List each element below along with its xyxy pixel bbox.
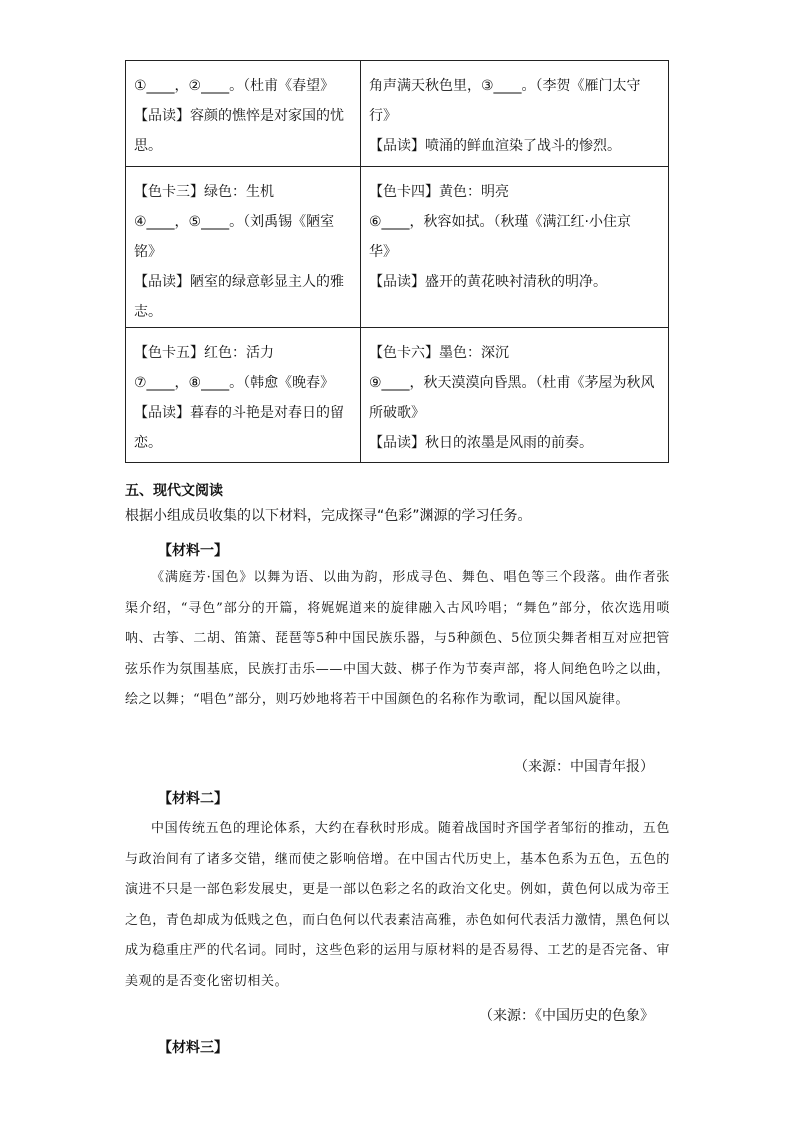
cell-line: 【品读】秋日的浓墨是风雨的前奏。 <box>369 435 593 451</box>
cell-line: 【品读】陋室的绿意彰显主人的雅志。 <box>134 274 344 320</box>
cell-line: 所破歌》 <box>369 405 425 421</box>
cell-line: ④____，⑤____。（刘禹锡《陋室 <box>134 214 335 230</box>
table-cell-left <box>126 167 361 328</box>
material-one-label: 【材料一】 <box>158 543 228 559</box>
table-row <box>126 328 669 463</box>
cell-line: 【品读】喷涌的鲜血渲染了战斗的惨烈。 <box>369 138 621 154</box>
material-two-source: （来源：《中国历史的色象》 <box>479 1008 654 1024</box>
cell-line: 【色卡六】墨色：深沉 <box>369 345 509 361</box>
cell-line: 【色卡四】黄色：明亮 <box>369 184 509 200</box>
material-two-paragraph: 中国传统五色的理论体系，大约在春秋时形成。随着战国时齐国学者邹衍的推动，五色与政治间有了诸多交错，继而使之影响倍增。在中国古代历史上，基本色系为五色，五色的演进不只是一部色彩发展史，更是一部以色彩之名的政治文化史。例如，黄色何以成为帝王之色，青色却成为低贱之色，而白色何以代表素洁高雅，赤色如何代表活力激情，黑色何以成为稳重庄严的代名词。同时，这些色彩的运用与原材料的是否易得、工艺的是否完备、审美观的是否变化密切相关。 <box>125 821 670 989</box>
section-heading: 五、现代文阅读 <box>125 483 223 499</box>
table-cell-right <box>361 61 669 167</box>
cell-line: 【品读】盛开的黄花映衬清秋的明净。 <box>369 274 607 290</box>
table-row <box>126 167 669 328</box>
cell-line: 华》 <box>369 244 397 260</box>
material-two-text <box>125 814 670 997</box>
cell-line: 【品读】暮春的斗艳是对春日的留恋。 <box>134 405 344 451</box>
material-one-text <box>125 563 670 716</box>
table-cell-left <box>126 61 361 167</box>
table-cell-right <box>361 328 669 463</box>
cell-line: ⑥____，秋容如拭。（秋瑾《满江红·小住京 <box>369 214 631 230</box>
cell-line: 铭》 <box>134 244 162 260</box>
material-one-source: （来源：中国青年报） <box>514 759 654 775</box>
table-row <box>126 61 669 167</box>
cell-line: 【色卡三】绿色：生机 <box>134 184 274 200</box>
poetry-color-table <box>125 60 669 463</box>
cell-line: 【色卡五】红色：活力 <box>134 345 274 361</box>
cell-line: 【品读】容颜的憔悴是对家国的忧思。 <box>134 108 344 154</box>
cell-line: ⑦____，⑧____。（韩愈《晚春》 <box>134 375 335 391</box>
table-cell-right <box>361 167 669 328</box>
cell-line: 角声满天秋色里，③____。（李贺《雁门太守 <box>369 78 641 94</box>
material-two-label: 【材料二】 <box>158 791 228 807</box>
cell-line: 行》 <box>369 108 397 124</box>
section-intro: 根据小组成员收集的以下材料，完成探寻“色彩”渊源的学习任务。 <box>125 508 532 524</box>
cell-line: ⑨____，秋天漠漠向昏黑。（杜甫《茅屋为秋风 <box>369 375 655 391</box>
table-cell-left <box>126 328 361 463</box>
cell-line: ①____，②____。（杜甫《春望》 <box>134 78 335 94</box>
section-title <box>125 480 670 500</box>
material-three-label: 【材料三】 <box>158 1040 228 1056</box>
material-one-paragraph: 《满庭芳·国色》以舞为语、以曲为韵，形成寻色、舞色、唱色等三个段落。曲作者张渠介绍，“寻色”部分的开篇，将娓娓道来的旋律融入古风吟唱；“舞色”部分，依次选用唢呐、古筝、二胡、笛箫、琵琶等5种中国民族乐器，与5种颜色、5位顶尖舞者相互对应把管弦乐作为氛围基底，民族打击乐——中国大鼓、梆子作为节奏声部，将人间绝色吟之以曲，绘之以舞；“唱色”部分，则巧妙地将若干中国颜色的名称作为歌词，配以国风旋律。 <box>125 570 670 707</box>
